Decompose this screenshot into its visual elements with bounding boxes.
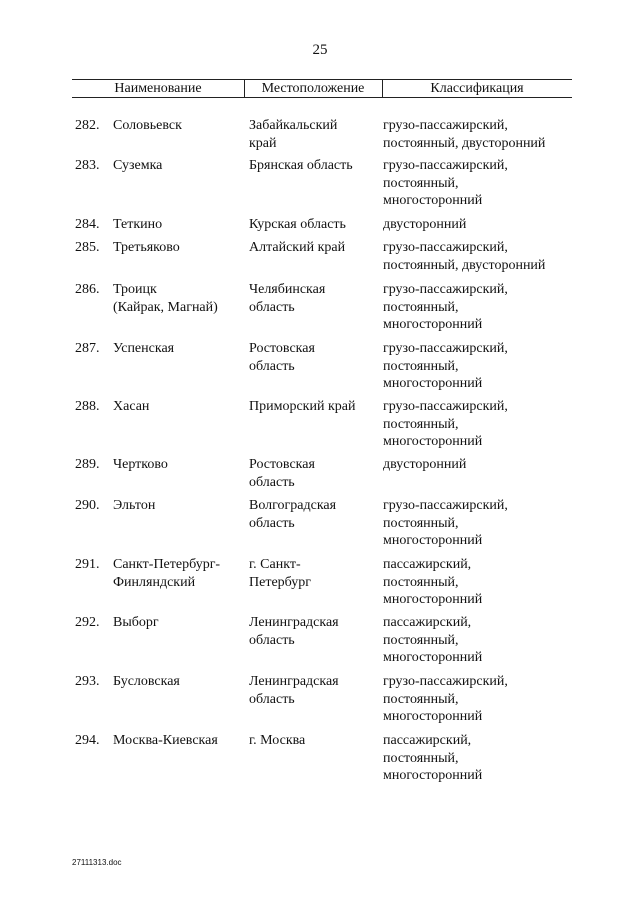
location-cell <box>249 239 379 257</box>
border-crossing-name <box>113 157 243 175</box>
location-cell <box>249 157 379 175</box>
border-crossing-name-line: Троицк <box>113 282 157 297</box>
classification-cell-line: грузо-пассажирский, <box>383 498 508 513</box>
classification-cell <box>383 456 573 474</box>
row-number: 282. <box>75 118 100 133</box>
location-cell-line: Петербург <box>249 574 311 590</box>
classification-cell-line: постоянный, <box>383 750 459 766</box>
location-cell <box>249 732 379 750</box>
border-crossing-name-line: Москва-Киевская <box>113 733 218 748</box>
classification-cell <box>383 673 573 726</box>
border-crossing-name-line: Теткино <box>113 217 163 232</box>
row-number: 293. <box>75 674 100 689</box>
location-cell-line: г. Москва <box>249 733 306 748</box>
location-cell-line: область <box>249 358 295 374</box>
border-crossing-name-line: Соловьевск <box>113 118 182 133</box>
row-number: 284. <box>75 217 100 232</box>
row-number: 286. <box>75 282 100 297</box>
classification-cell-line: многосторонний <box>383 317 483 332</box>
location-cell-line: Волгоградская <box>249 498 337 513</box>
classification-cell-line: постоянный, двусторонний <box>383 135 546 151</box>
border-crossing-name <box>113 556 243 591</box>
border-crossing-name-line: Чертково <box>113 457 168 472</box>
location-cell-line: Приморский край <box>249 399 356 414</box>
classification-cell-line: двусторонний <box>383 217 467 232</box>
classification-cell-line: постоянный, <box>383 515 459 531</box>
classification-cell-line: многосторонний <box>383 434 483 449</box>
location-cell-line: область <box>249 515 295 531</box>
location-cell-line: область <box>249 474 295 490</box>
classification-cell <box>383 239 573 274</box>
column-header-location: Местоположение <box>261 81 365 96</box>
classification-cell <box>383 556 573 609</box>
classification-cell-line: грузо-пассажирский, <box>383 341 508 356</box>
classification-cell-line: многосторонний <box>383 709 483 724</box>
classification-cell-line: грузо-пассажирский, <box>383 240 508 255</box>
border-crossing-name-line: Санкт-Петербург- <box>113 557 221 572</box>
row-number: 287. <box>75 341 100 356</box>
location-cell-line: г. Санкт- <box>249 557 301 572</box>
location-cell-line: Забайкальский <box>249 118 338 133</box>
border-crossing-name <box>113 456 243 474</box>
border-crossing-name-line: Третьяково <box>113 240 180 255</box>
classification-cell-line: многосторонний <box>383 768 483 783</box>
location-cell <box>249 281 379 316</box>
location-cell <box>249 117 379 152</box>
classification-cell <box>383 340 573 393</box>
row-number: 289. <box>75 457 100 472</box>
border-crossing-name <box>113 117 243 135</box>
location-cell-line: Ростовская <box>249 457 315 472</box>
classification-cell-line: пассажирский, <box>383 615 472 630</box>
border-crossing-name <box>113 497 243 515</box>
border-crossing-name <box>113 673 243 691</box>
classification-cell-line: грузо-пассажирский, <box>383 399 508 414</box>
classification-cell-line: грузо-пассажирский, <box>383 282 508 297</box>
location-cell <box>249 456 379 491</box>
border-crossing-name-line: Суземка <box>113 158 163 173</box>
classification-cell-line: двусторонний <box>383 457 467 472</box>
classification-cell-line: постоянный, <box>383 691 459 707</box>
border-crossing-name-line: Бусловская <box>113 674 180 689</box>
row-number: 288. <box>75 399 100 414</box>
location-cell-line: область <box>249 632 295 648</box>
border-crossing-name-line: Успенская <box>113 341 175 356</box>
classification-cell-line: постоянный, <box>383 416 459 432</box>
classification-cell-line: постоянный, двусторонний <box>383 257 546 273</box>
row-number: 291. <box>75 557 100 572</box>
classification-cell-line: постоянный, <box>383 299 459 315</box>
border-crossing-name <box>113 340 243 358</box>
location-cell-line: Брянская область <box>249 158 353 173</box>
border-crossing-name-line: Хасан <box>113 399 150 414</box>
location-cell-line: Курская область <box>249 217 346 232</box>
classification-cell-line: многосторонний <box>383 533 483 548</box>
page-number: 25 <box>312 42 328 58</box>
classification-cell <box>383 157 573 210</box>
border-crossing-name <box>113 398 243 416</box>
classification-cell-line: многосторонний <box>383 650 483 665</box>
border-crossing-name <box>113 216 243 234</box>
location-cell <box>249 497 379 532</box>
classification-cell-line: многосторонний <box>383 376 483 391</box>
row-number: 292. <box>75 615 100 630</box>
classification-cell-line: грузо-пассажирский, <box>383 118 508 133</box>
border-crossing-name <box>113 614 243 632</box>
classification-cell-line: многосторонний <box>383 193 483 208</box>
location-cell-line: Ленинградская <box>249 615 339 630</box>
location-cell-line: область <box>249 691 295 707</box>
location-cell-line: Алтайский край <box>249 240 346 255</box>
classification-cell-line: пассажирский, <box>383 557 472 572</box>
classification-cell-line: грузо-пассажирский, <box>383 158 508 173</box>
location-cell-line: Ростовская <box>249 341 315 356</box>
location-cell <box>249 340 379 375</box>
border-crossing-name <box>113 239 243 257</box>
classification-cell-line: грузо-пассажирский, <box>383 674 508 689</box>
location-cell <box>249 398 379 416</box>
location-cell-line: область <box>249 299 295 315</box>
classification-cell-line: пассажирский, <box>383 733 472 748</box>
location-cell-line: Челябинская <box>249 282 326 297</box>
classification-cell <box>383 497 573 550</box>
border-crossing-name-line: Выборг <box>113 615 159 630</box>
classification-cell-line: постоянный, <box>383 175 459 191</box>
location-cell <box>249 216 379 234</box>
row-number: 290. <box>75 498 100 513</box>
document-filename: 27111313.doc <box>72 858 122 867</box>
border-crossing-name-line: Эльтон <box>113 498 156 513</box>
classification-cell-line: многосторонний <box>383 592 483 607</box>
location-cell <box>249 673 379 708</box>
classification-cell-line: постоянный, <box>383 358 459 374</box>
classification-cell-line: постоянный, <box>383 632 459 648</box>
column-header-name: Наименование <box>114 81 202 96</box>
classification-cell <box>383 281 573 334</box>
classification-cell <box>383 117 573 152</box>
border-crossing-name-line: (Кайрак, Магнай) <box>113 299 218 315</box>
location-cell-line: край <box>249 135 277 151</box>
classification-cell <box>383 614 573 667</box>
classification-cell-line: постоянный, <box>383 574 459 590</box>
border-crossing-name <box>113 281 243 316</box>
row-number: 294. <box>75 733 100 748</box>
location-cell <box>249 556 379 591</box>
location-cell <box>249 614 379 649</box>
location-cell-line: Ленинградская <box>249 674 339 689</box>
border-crossing-name-line: Финляндский <box>113 574 196 590</box>
column-header-classification: Классификация <box>430 81 524 96</box>
classification-cell <box>383 732 573 785</box>
row-number: 285. <box>75 240 100 255</box>
row-number: 283. <box>75 158 100 173</box>
border-crossing-name <box>113 732 243 750</box>
classification-cell <box>383 216 573 234</box>
classification-cell <box>383 398 573 451</box>
